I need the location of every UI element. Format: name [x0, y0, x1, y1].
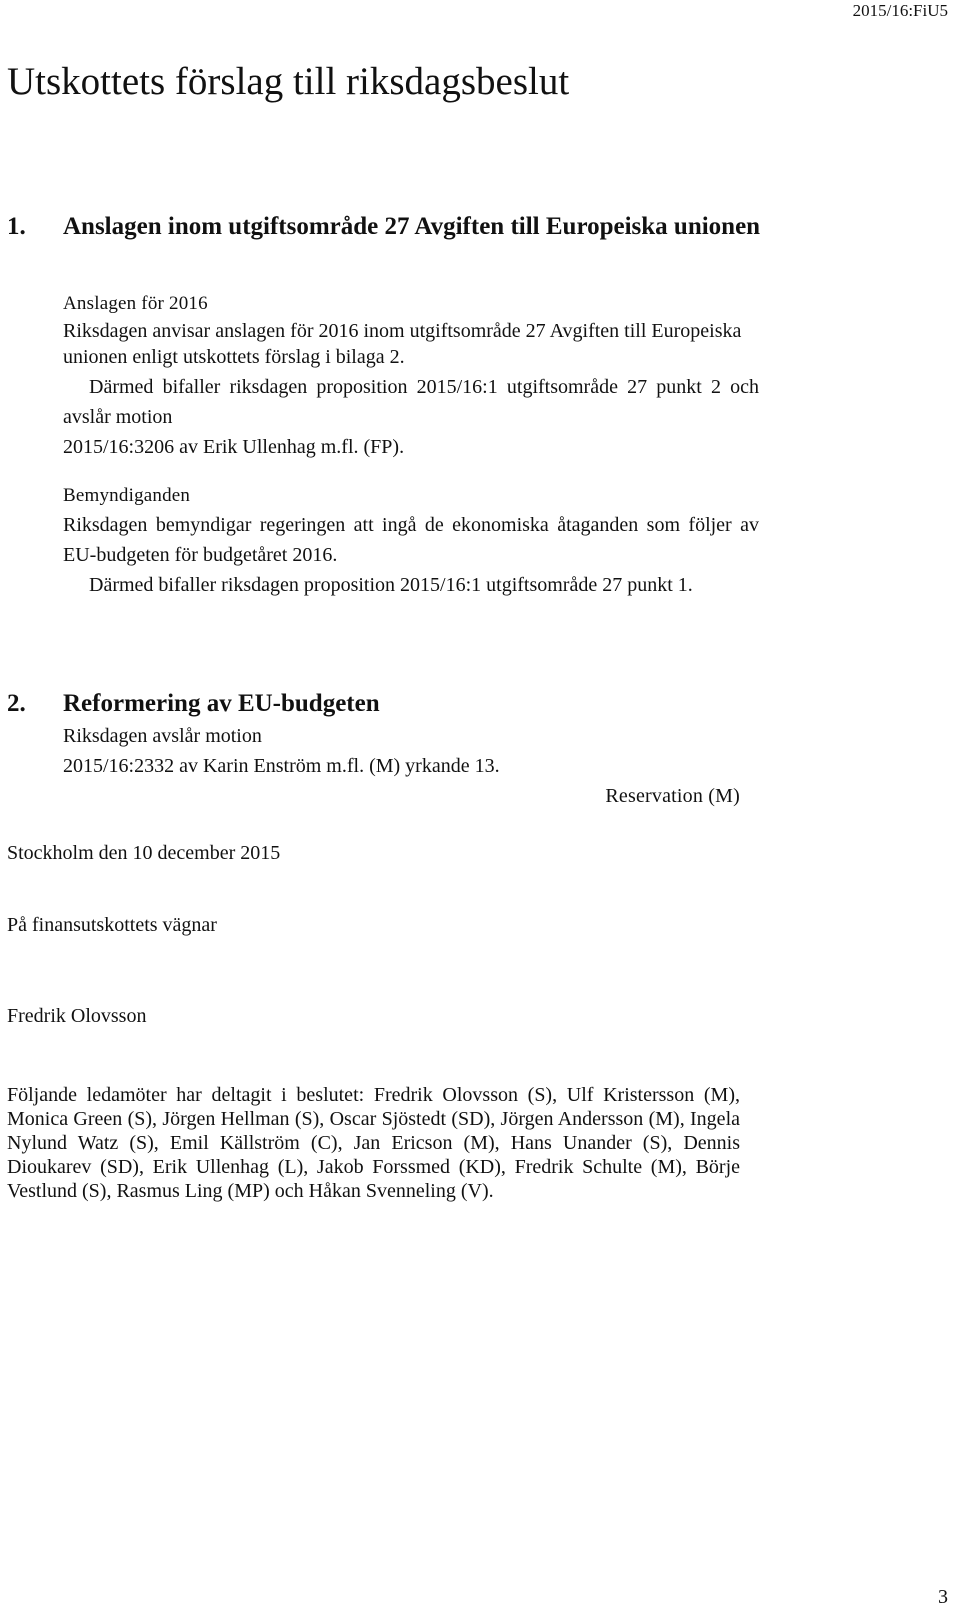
- page-title: Utskottets förslag till riksdagsbeslut: [7, 60, 570, 103]
- reservation-note: Reservation (M): [605, 785, 740, 807]
- section-2-body: [63, 721, 759, 781]
- section-2-decision: Riksdagen avslår motion: [63, 725, 262, 747]
- committee-line: På finansutskottets vägnar: [7, 914, 217, 936]
- section-2-number: 2.: [7, 690, 26, 717]
- place-date: Stockholm den 10 december 2015: [7, 842, 281, 864]
- subsection-anslagen-motion: 2015/16:3206 av Erik Ullenhag m.fl. (FP).: [63, 436, 405, 458]
- section-1-title: Anslagen inom utgiftsområde 27 Avgiften till Europeiska unionen: [63, 213, 761, 240]
- section-2-title: Reformering av EU-budgeten: [63, 690, 380, 717]
- members-list: Följande ledamöter har deltagit i beslutet: Fredrik Olovsson (S), Ulf Kristersson (M), Monica Green (S), Jörgen Hellman (S), Oscar Sjöstedt (SD), Jörgen Andersson (M), Ingela Nylund Watz (S), Emil Källström (C), Jan Ericson (M), Hans Unander (S), Dennis Dioukarev (SD), Erik Ullenhag (L), Jakob Forssmed (KD), Fredrik Schulte (M), Börje Vestlund (S), Rasmus Ling (MP) och Håkan Svenneling (V).: [7, 1084, 740, 1202]
- document-id: 2015/16:FiU5: [852, 1, 948, 20]
- section-1-body: [63, 290, 759, 600]
- section-1-number: 1.: [7, 213, 26, 240]
- chair-name: Fredrik Olovsson: [7, 1005, 147, 1027]
- subsection-anslagen-decision: Därmed bifaller riksdagen proposition 2015/16:1 utgiftsområde 27 punkt 2 och avslår motion: [63, 376, 759, 428]
- subsection-bemyndiganden-text: Riksdagen bemyndigar regeringen att ingå de ekonomiska åtaganden som följer av EU-budgeten för budgetåret 2016.: [63, 514, 759, 566]
- subsection-bemyndiganden-title: Bemyndiganden: [63, 485, 191, 506]
- subsection-anslagen-text: Riksdagen anvisar anslagen för 2016 inom utgiftsområde 27 Avgiften till Europeiska unionen enligt utskottets förslag i bilaga 2.: [63, 320, 742, 368]
- subsection-anslagen-title: Anslagen för 2016: [63, 293, 208, 314]
- section-2-motion: 2015/16:2332 av Karin Enström m.fl. (M) yrkande 13.: [63, 755, 500, 777]
- page-number: 3: [938, 1586, 948, 1608]
- section-1-heading: [7, 211, 763, 242]
- subsection-bemyndiganden-decision: Därmed bifaller riksdagen proposition 2015/16:1 utgiftsområde 27 punkt 1.: [89, 574, 693, 596]
- section-2-heading: [7, 688, 763, 719]
